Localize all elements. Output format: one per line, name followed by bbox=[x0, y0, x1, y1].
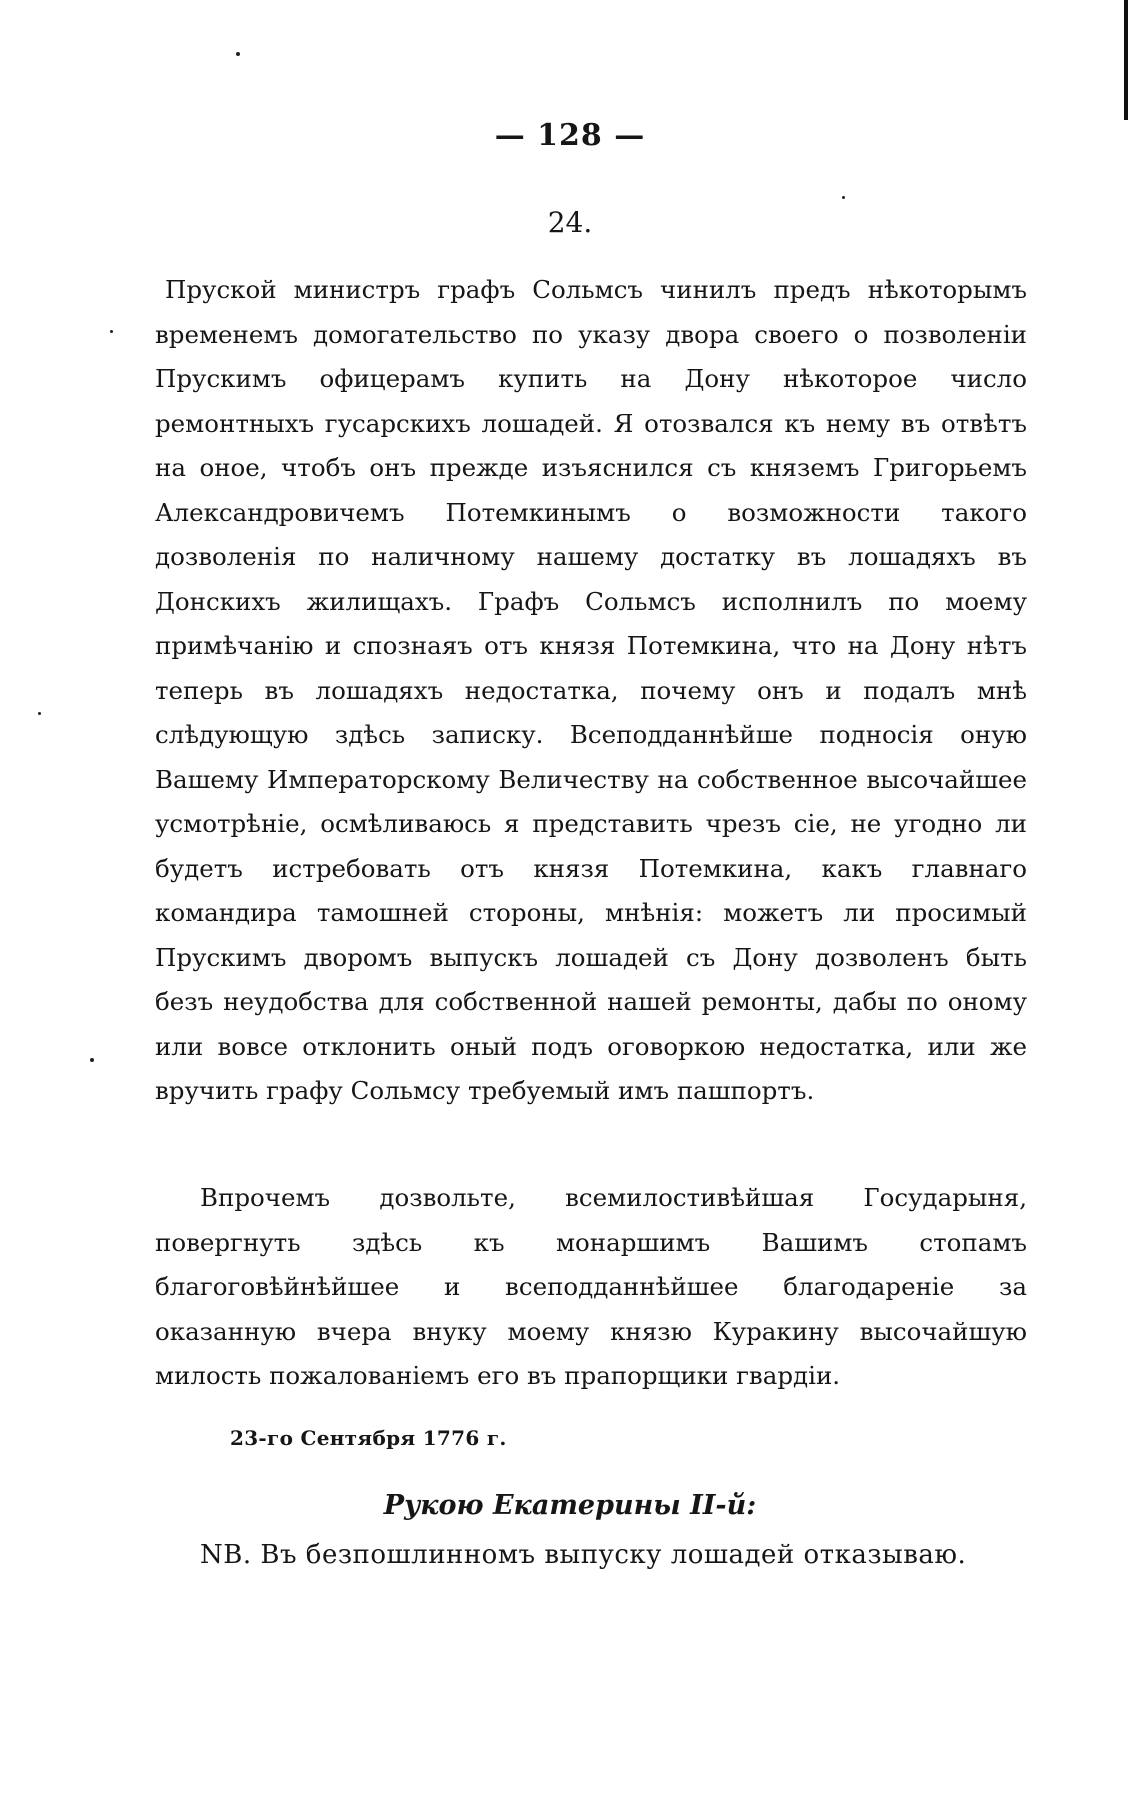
annotation-note bbox=[200, 1540, 966, 1570]
letter-paragraph-1: Пруской министръ графъ Сольмсъ чинилъ предъ нѣкоторымъ временемъ домогательство по указу двора своего о позволеніи Прускимъ офицерамъ купить на Дону нѣкоторое число ремонтныхъ гусарскихъ лошадей. Я отозвался къ нему въ отвѣтъ на оное, чтобъ онъ прежде изъяснился съ княземъ Григорьемъ Александровичемъ Потемкинымъ о возможности такого дозволенія по наличному нашему достатку въ лошадяхъ въ Донскихъ жилищахъ. Графъ Сольмсъ исполнилъ по моему примѣчанію и спознаяъ отъ князя Потемкина, что на Дону нѣтъ теперь въ лошадяхъ недостатка, почему онъ и подалъ мнѣ слѣдующую здѣсь записку. Всеподданнѣйше подносія оную Вашему Императорскому Величеству на собственное высочайшее усмотрѣніе, осмѣливаюсь я представить чрезъ сіе, не угодно ли будетъ истребовать отъ князя Потемкина, какъ главнаго командира тамошней стороны, мнѣнія: можетъ ли просимый Прускимъ дворомъ выпускъ лошадей съ Дону дозволенъ быть безъ неудобства для собственной нашей ремонты, дабы по оному или вовсе отклонить оный подъ оговоркою недостатка, или же вручить графу Сольмсу требуемый имъ пашпортъ. bbox=[155, 275, 1027, 1105]
annotation-label: Рукою Екатерины II-й: bbox=[383, 1490, 757, 1521]
scan-speck bbox=[236, 52, 240, 56]
annotation-text: Въ безпошлинномъ выпуску лошадей отказываю. bbox=[260, 1540, 967, 1570]
scan-speck bbox=[90, 1058, 94, 1062]
scan-speck bbox=[38, 712, 41, 715]
nb-mark: NB. bbox=[200, 1540, 252, 1570]
page-number: — 128 — bbox=[494, 118, 646, 153]
letter-number: 24. bbox=[547, 206, 593, 239]
scan-speck bbox=[842, 196, 845, 199]
scan-speck bbox=[110, 330, 113, 333]
letter-date: 23-го Сентября 1776 г. bbox=[230, 1426, 507, 1450]
letter-paragraph-2: Впрочемъ дозвольте, всемилостивѣйшая Государыня, повергнуть здѣсь къ монаршимъ Вашимъ стопамъ благоговѣйнѣйшее и всеподданнѣйшее благодареніе за оказанную вчера внуку моему князю Куракину высочайшую милость пожалованіемъ его въ прапорщики гвардіи. bbox=[155, 1183, 1027, 1390]
page-edge-rule bbox=[1124, 0, 1128, 120]
